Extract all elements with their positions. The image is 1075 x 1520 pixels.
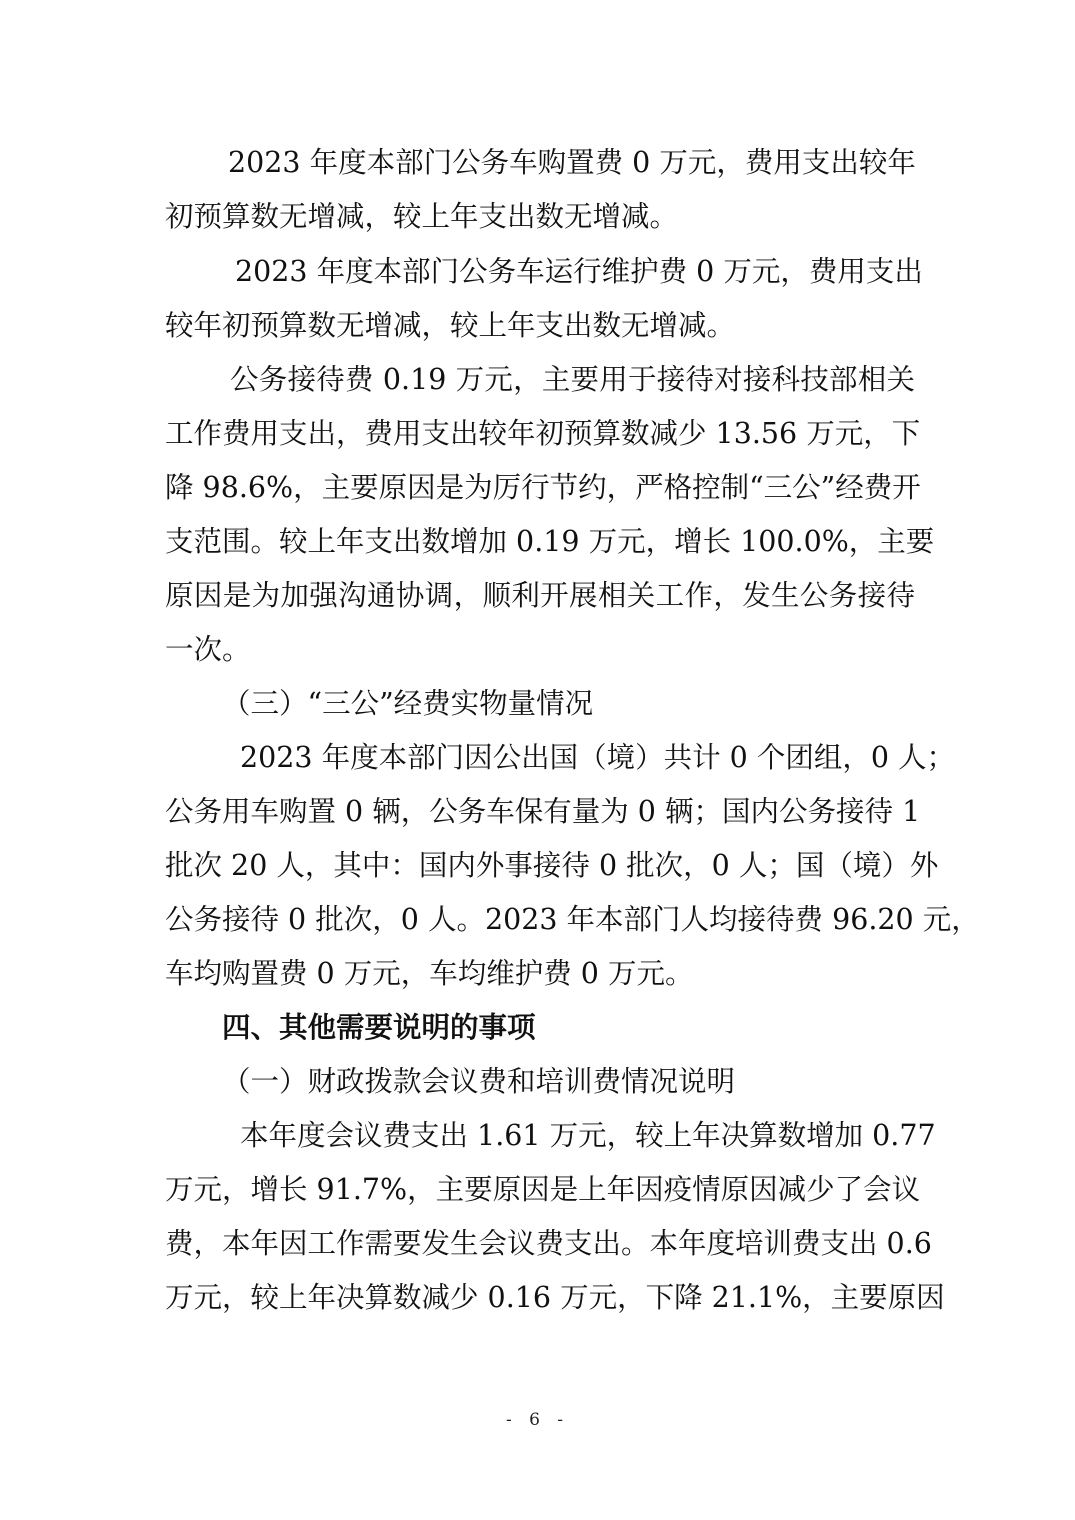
paragraph-line: 2023 年度本部门公务车运行维护费 0 万元，费用支出: [235, 255, 923, 288]
paragraph-line: 初预算数无增减，较上年支出数无增减。: [165, 200, 679, 233]
paragraph-line: 批次 20 人，其中：国内外事接待 0 批次，0 人；国（境）外: [165, 849, 939, 882]
paragraph-line: 车均购置费 0 万元，车均维护费 0 万元。: [165, 957, 694, 990]
paragraph-line: 一次。: [165, 633, 251, 666]
paragraph-line: 2023 年度本部门公务车购置费 0 万元，费用支出较年: [228, 146, 916, 179]
paragraph-line: 2023 年度本部门因公出国（境）共计 0 个团组，0 人；: [240, 741, 956, 774]
paragraph-line: 工作费用支出，费用支出较年初预算数减少 13.56 万元，下: [165, 417, 921, 450]
paragraph-line: 原因是为加强沟通协调，顺利开展相关工作，发生公务接待: [165, 579, 915, 612]
paragraph-line: 公务接待 0 批次，0 人。2023 年本部门人均接待费 96.20 元，: [165, 903, 980, 936]
paragraph-line: 公务用车购置 0 辆，公务车保有量为 0 辆；国内公务接待 1: [165, 795, 921, 828]
paragraph-line: 本年度会议费支出 1.61 万元，较上年决算数增加 0.77: [240, 1119, 936, 1152]
paragraph-line: 公务接待费 0.19 万元，主要用于接待对接科技部相关: [230, 363, 915, 396]
section-heading: 四、其他需要说明的事项: [222, 1011, 536, 1044]
section-subheading: （三）“三公”经费实物量情况: [222, 687, 594, 720]
paragraph-line: 费，本年因工作需要发生会议费支出。本年度培训费支出 0.6: [165, 1227, 932, 1260]
page-number: - 6 -: [505, 1410, 570, 1430]
paragraph-line: 万元，增长 91.7%，主要原因是上年因疫情原因减少了会议: [165, 1173, 921, 1206]
section-subheading: （一）财政拨款会议费和培训费情况说明: [222, 1065, 736, 1098]
paragraph-line: 支范围。较上年支出数增加 0.19 万元，增长 100.0%，主要: [165, 525, 935, 558]
paragraph-line: 万元，较上年决算数减少 0.16 万元，下降 21.1%，主要原因: [165, 1281, 945, 1314]
paragraph-line: 较年初预算数无增减，较上年支出数无增减。: [165, 309, 736, 342]
paragraph-line: 降 98.6%，主要原因是为厉行节约，严格控制“三公”经费开: [165, 471, 921, 504]
